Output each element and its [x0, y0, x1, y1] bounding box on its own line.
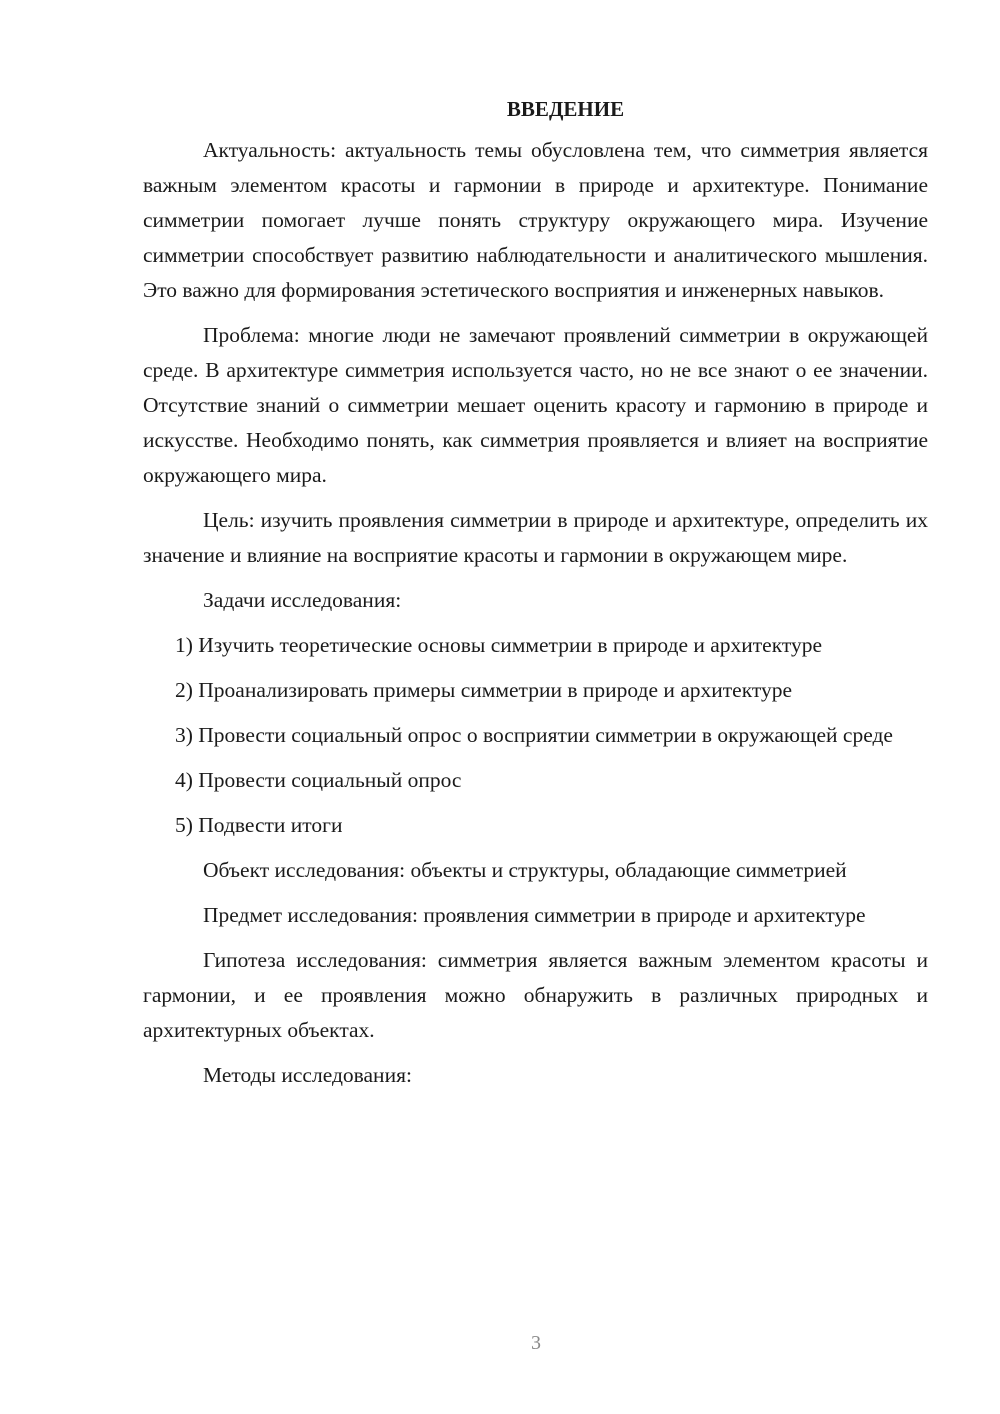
paragraph-hypothesis: Гипотеза исследования: симметрия является важным элементом красоты и гармонии, и ее проявления можно обнаружить в различных природных и архитектурных объектах.: [143, 948, 928, 1042]
list-item: 4) Провести социальный опрос: [175, 768, 462, 792]
list-item: 1) Изучить теоретические основы симметрии в природе и архитектуре: [175, 633, 823, 657]
paragraph-goal: Цель: изучить проявления симметрии в природе и архитектуре, определить их значение и влияние на восприятие красоты и гармонии в окружающем мире.: [143, 508, 928, 567]
list-item: 5) Подвести итоги: [175, 813, 343, 837]
list-item: 2) Проанализировать примеры симметрии в природе и архитектуре: [175, 678, 793, 702]
methods-heading: Методы исследования:: [203, 1063, 412, 1087]
paragraph-relevance: Актуальность: актуальность темы обусловлена тем, что симметрия является важным элементом красоты и гармонии в природе и архитектуре. Понимание симметрии помогает лучше понять структуру окружающего мира. Изучение симметрии способствует развитию наблюдательности и аналитического мышления. Это важно для формирования эстетического восприятия и инженерных навыков.: [143, 138, 928, 302]
tasks-list: [143, 628, 928, 843]
document-title: ВВЕДЕНИЕ: [506, 97, 625, 121]
page-number: 3: [531, 1332, 541, 1354]
tasks-heading: Задачи исследования:: [203, 588, 402, 612]
paragraph-subject: Предмет исследования: проявления симметрии в природе и архитектуре: [203, 903, 866, 927]
paragraph-problem: Проблема: многие люди не замечают проявлений симметрии в окружающей среде. В архитектуре симметрия используется часто, но не все знают о ее значении. Отсутствие знаний о симметрии мешает оценить красоту и гармонию в природе и искусстве. Необходимо понять, как симметрия проявляется и влияет на восприятие окружающего мира.: [143, 323, 928, 487]
paragraph-object: Объект исследования: объекты и структуры, обладающие симметрией: [203, 858, 847, 882]
document-page: [143, 92, 928, 1103]
list-item: 3) Провести социальный опрос о восприятии симметрии в окружающей среде: [175, 723, 893, 747]
